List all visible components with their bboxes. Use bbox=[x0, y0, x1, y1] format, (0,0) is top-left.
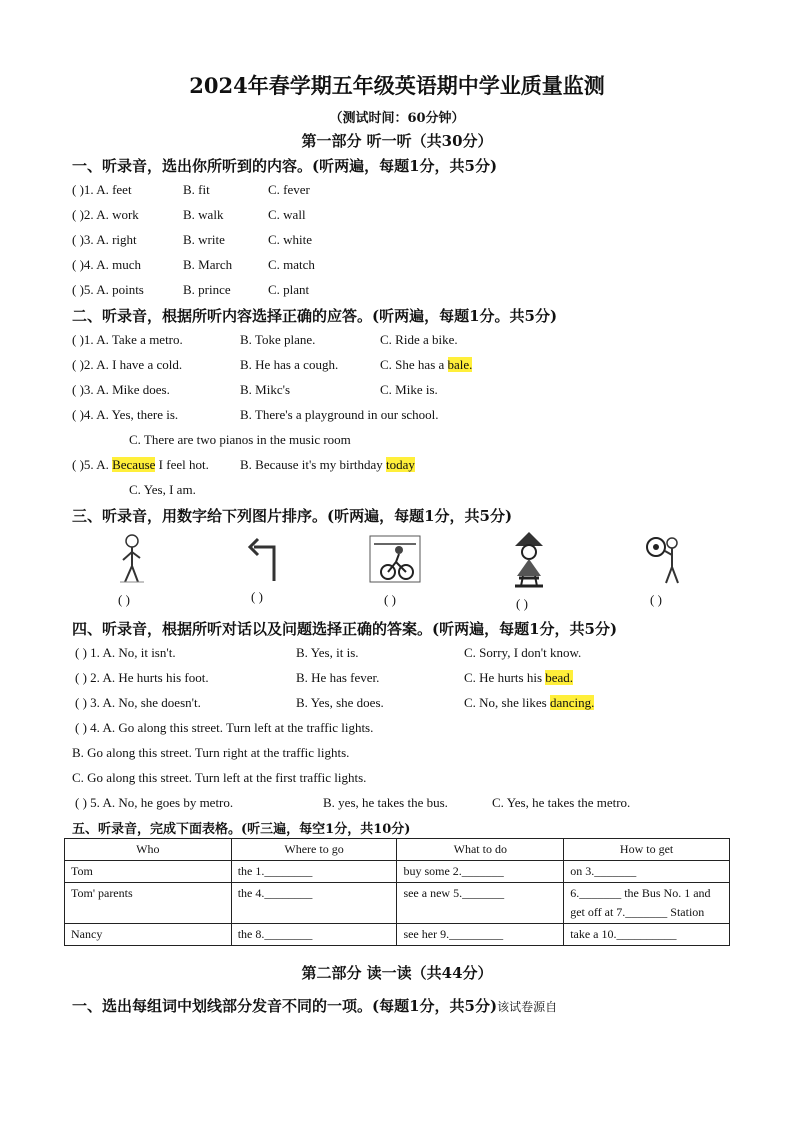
header-how: How to get bbox=[564, 839, 730, 861]
s2-q4-b: B. There's a playground in our school. bbox=[240, 407, 439, 422]
s2-q1-a: ( )1. A. Take a metro. bbox=[72, 332, 183, 347]
s2-q5-number: ( )5. A. bbox=[72, 457, 113, 472]
picture-5-answer[interactable]: ( ) bbox=[650, 592, 662, 607]
s1-q5-c: C. plant bbox=[268, 282, 310, 297]
s1-q4-b: B. March bbox=[183, 257, 233, 272]
picture-2-answer[interactable]: ( ) bbox=[251, 589, 263, 604]
s4-q4-a: ( ) 4. A. Go along this street. Turn left at the traffic lights. bbox=[75, 720, 374, 735]
row3-what[interactable]: see her 9._________ bbox=[397, 924, 564, 946]
page-title: 2024年春学期五年级英语期中学业质量监测 bbox=[189, 73, 605, 98]
table-row bbox=[65, 883, 730, 924]
part-one-heading: 第一部分 听一听（共30分） bbox=[301, 132, 493, 150]
person-with-wheel-picture bbox=[645, 533, 685, 587]
s2-q5-b bbox=[240, 457, 415, 473]
s1-q4-c: C. match bbox=[268, 257, 315, 272]
row1-who: Tom bbox=[65, 861, 232, 883]
s1-q2-b: B. walk bbox=[183, 207, 224, 222]
girl-picture bbox=[507, 530, 551, 592]
s2-q5-a bbox=[72, 457, 209, 473]
s1-q1-a: ( )1. A. feet bbox=[72, 182, 132, 197]
part-two-heading: 第二部分 读一读（共44分） bbox=[301, 964, 493, 982]
row1-where[interactable]: the 1.________ bbox=[231, 861, 397, 883]
s2-q3-c: C. Mike is. bbox=[380, 382, 438, 397]
s4-q3-a: ( ) 3. A. No, she doesn't. bbox=[75, 695, 201, 710]
s1-q3-a: ( )3. A. right bbox=[72, 232, 137, 247]
s4-q4-b: B. Go along this street. Turn right at the traffic lights. bbox=[72, 745, 350, 760]
row1-what[interactable]: buy some 2._______ bbox=[397, 861, 564, 883]
s2-q5-a-highlight: Because bbox=[112, 457, 156, 472]
s1-q5-a: ( )5. A. points bbox=[72, 282, 144, 297]
row2-where[interactable]: the 4.________ bbox=[231, 883, 397, 924]
s4-q3-c-highlight: dancing. bbox=[549, 695, 595, 710]
section-1-heading: 一、听录音，选出你所听到的内容。(听两遍，每题1分，共5分) bbox=[72, 157, 498, 175]
s4-q2-b: B. He has fever. bbox=[296, 670, 380, 685]
s2-q2-c-highlight: bale. bbox=[447, 357, 473, 372]
picture-4-answer[interactable]: ( ) bbox=[516, 596, 528, 611]
s4-q5-a: ( ) 5. A. No, he goes by metro. bbox=[75, 795, 234, 810]
s1-q2-c: C. wall bbox=[268, 207, 306, 222]
person-picture bbox=[112, 532, 152, 588]
section-3-heading: 三、听录音，用数字给下列图片排序。(听两遍，每题1分，共5分) bbox=[72, 507, 513, 525]
header-where: Where to go bbox=[231, 839, 397, 861]
row2-who: Tom' parents bbox=[65, 883, 232, 924]
s4-q3-b: B. Yes, she does. bbox=[296, 695, 384, 710]
s4-q2-c bbox=[464, 670, 573, 686]
s2-q2-a: ( )2. A. I have a cold. bbox=[72, 357, 183, 372]
s4-q3-c-text: C. No, she likes bbox=[464, 695, 550, 710]
s1-q2-a: ( )2. A. work bbox=[72, 207, 139, 222]
header-who: Who bbox=[65, 839, 232, 861]
s2-q5-c: C. Yes, I am. bbox=[129, 482, 196, 497]
section-6-heading bbox=[72, 995, 557, 1016]
s4-q3-c bbox=[464, 695, 594, 711]
s2-q4-a: ( )4. A. Yes, there is. bbox=[72, 407, 179, 422]
s4-q2-c-highlight: bead. bbox=[545, 670, 574, 685]
table-header-row bbox=[65, 839, 730, 861]
s1-q3-c: C. white bbox=[268, 232, 313, 247]
header-what: What to do bbox=[397, 839, 564, 861]
s2-q3-a: ( )3. A. Mike does. bbox=[72, 382, 170, 397]
table-row bbox=[65, 861, 730, 883]
section-6-title: 一、选出每组词中划线部分发音不同的一项。(每题1分，共5分) bbox=[72, 997, 498, 1015]
s1-q3-b: B. write bbox=[183, 232, 225, 247]
s4-q4-c: C. Go along this street. Turn left at the first traffic lights. bbox=[72, 770, 367, 785]
row3-who: Nancy bbox=[65, 924, 232, 946]
section-5-heading: 五、听录音，完成下面表格。(听三遍，每空1分，共10分) bbox=[72, 822, 411, 837]
s2-q1-b: B. Toke plane. bbox=[240, 332, 316, 347]
s2-q3-b: B. Mikc's bbox=[240, 382, 291, 397]
picture-3-answer[interactable]: ( ) bbox=[384, 592, 396, 607]
table-row bbox=[65, 924, 730, 946]
section-2-heading: 二、听录音，根据所听内容选择正确的应答。(听两遍，每题1分。共5分) bbox=[72, 307, 558, 325]
source-note: 该试卷源自 bbox=[497, 1000, 558, 1014]
s2-q5-b-text: B. Because it's my birthday bbox=[240, 457, 387, 472]
s4-q5-b: B. yes, he takes the bus. bbox=[323, 795, 448, 810]
turn-left-arrow-picture bbox=[246, 533, 282, 583]
s1-q1-c: C. fever bbox=[268, 182, 310, 197]
s4-q2-c-text: C. He hurts his bbox=[464, 670, 546, 685]
test-time: （测试时间：60分钟） bbox=[329, 111, 465, 126]
bike-rider-picture bbox=[366, 530, 424, 586]
s2-q1-c: C. Ride a bike. bbox=[380, 332, 458, 347]
picture-1-answer[interactable]: ( ) bbox=[118, 592, 130, 607]
s4-q1-b: B. Yes, it is. bbox=[296, 645, 359, 660]
s4-q5-c: C. Yes, he takes the metro. bbox=[492, 795, 631, 810]
s2-q2-b: B. He has a cough. bbox=[240, 357, 339, 372]
s4-q1-a: ( ) 1. A. No, it isn't. bbox=[75, 645, 176, 660]
s1-q4-a: ( )4. A. much bbox=[72, 257, 141, 272]
row2-what[interactable]: see a new 5._______ bbox=[397, 883, 564, 924]
s2-q4-c: C. There are two pianos in the music room bbox=[129, 432, 351, 447]
s2-q5-b-highlight: today bbox=[386, 457, 415, 472]
row2-how[interactable]: 6._______ the Bus No. 1 and get off at 7._______ Station bbox=[564, 883, 730, 924]
s2-q2-c bbox=[380, 357, 472, 373]
row3-how[interactable]: take a 10.__________ bbox=[564, 924, 730, 946]
s1-q1-b: B. fit bbox=[183, 182, 210, 197]
s2-q5-a-rest: I feel hot. bbox=[155, 457, 209, 472]
s4-q1-c: C. Sorry, I don't know. bbox=[464, 645, 582, 660]
s1-q5-b: B. prince bbox=[183, 282, 231, 297]
section-4-heading: 四、听录音，根据所听对话以及问题选择正确的答案。(听两遍，每题1分，共5分) bbox=[72, 620, 618, 638]
s4-q2-a: ( ) 2. A. He hurts his foot. bbox=[75, 670, 209, 685]
row1-how[interactable]: on 3._______ bbox=[564, 861, 730, 883]
row3-where[interactable]: the 8.________ bbox=[231, 924, 397, 946]
s2-q2-c-text: C. She has a bbox=[380, 357, 448, 372]
fill-in-table bbox=[64, 838, 730, 946]
